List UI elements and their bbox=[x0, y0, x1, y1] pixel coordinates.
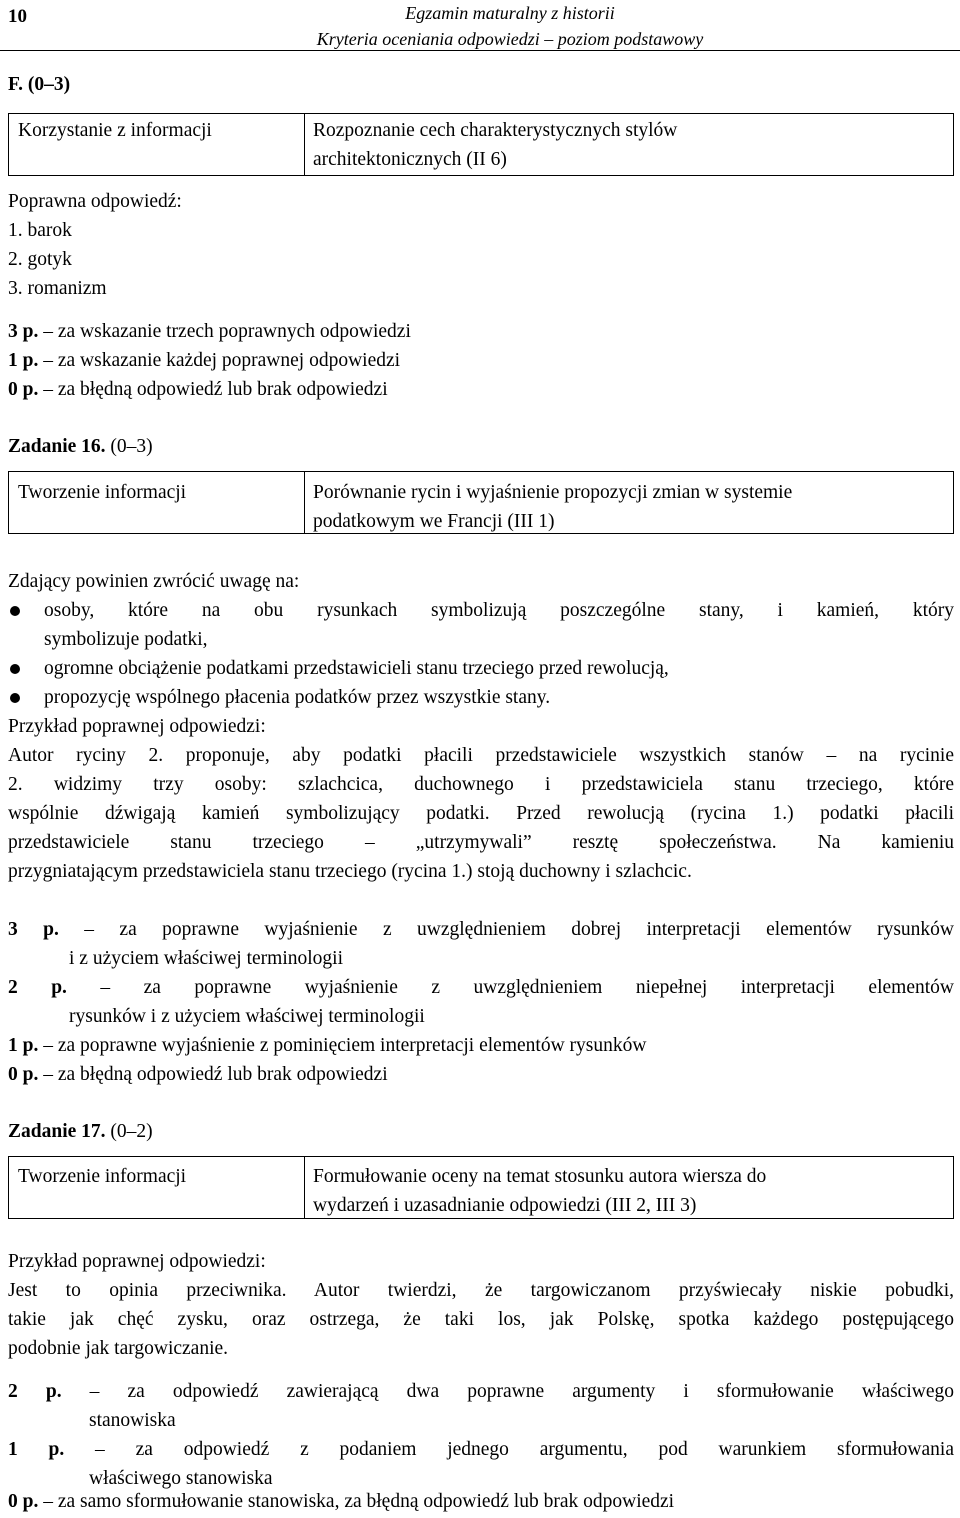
task-16-bullet-1-cont: symbolizuje podatki, bbox=[44, 629, 208, 650]
task-16-heading: Zadanie 16. (0–3) bbox=[8, 436, 153, 457]
bullet-icon bbox=[10, 664, 20, 674]
task-16-example-line-1: Autor ryciny 2. proponuje, aby podatki płacili przedstawiciele wszystkich stanów – na rycinie bbox=[8, 745, 954, 766]
task-17-example-line-2: takie jak chęć zysku, oraz ostrzega, że taki los, jak Polskę, spotka każdego postępującego bbox=[8, 1309, 954, 1330]
task-16-score-0: 0 p. – za błędną odpowiedź lub brak odpowiedzi bbox=[8, 1064, 388, 1085]
task-17-example-label: Przykład poprawnej odpowiedzi: bbox=[8, 1251, 266, 1272]
task-17-score-2: 2 p. – za odpowiedź zawierającą dwa poprawne argumenty i sformułowanie właściwego bbox=[8, 1381, 954, 1402]
task-16-score-1: 1 p. – za poprawne wyjaśnienie z pominięciem interpretacji elementów rysunków bbox=[8, 1035, 647, 1056]
task-17-skill: Tworzenie informacji bbox=[9, 1157, 305, 1218]
task-17-example-line-1: Jest to opinia przeciwnika. Autor twierdzi, że targowiczanom przyświecały niskie pobudki, bbox=[8, 1280, 954, 1301]
task-f-answer-label: Poprawna odpowiedź: bbox=[8, 191, 182, 212]
task-f-score-3: 3 p. – za wskazanie trzech poprawnych odpowiedzi bbox=[8, 321, 411, 342]
task-16-score-3-cont: i z użyciem właściwej terminologii bbox=[69, 948, 343, 969]
task-17-score-0: 0 p. – za samo sformułowanie stanowiska, za błędną odpowiedź lub brak odpowiedzi bbox=[8, 1491, 675, 1512]
task-16-score-3: 3 p. – za poprawne wyjaśnienie z uwzględnieniem dobrej interpretacji elementów rysunków bbox=[8, 919, 954, 940]
task-f-answer-3: 3. romanizm bbox=[8, 278, 107, 299]
task-17-score-1: 1 p. – za odpowiedź z podaniem jednego argumentu, pod warunkiem sformułowania bbox=[8, 1439, 954, 1460]
task-f-answer-2: 2. gotyk bbox=[8, 249, 72, 270]
task-16-table bbox=[8, 471, 954, 534]
task-17-requirement: Formułowanie oceny na temat stosunku autora wiersza do wydarzeń i uzasadnianie odpowiedzi (III 2, III 3) bbox=[313, 1166, 767, 1216]
header-title: Egzamin maturalny z historii bbox=[405, 3, 615, 23]
page-number: 10 bbox=[8, 6, 27, 27]
running-header bbox=[250, 0, 770, 52]
task-17-example-line-3: podobnie jak targowiczanie. bbox=[8, 1338, 229, 1359]
task-17-score-2-cont: stanowiska bbox=[89, 1410, 176, 1431]
task-f-heading: F. (0–3) bbox=[8, 74, 71, 95]
bullet-icon bbox=[10, 693, 20, 703]
task-16-score-2: 2 p. – za poprawne wyjaśnienie z uwzględnieniem niepełnej interpretacji elementów bbox=[8, 977, 954, 998]
task-16-example-line-3: wspólnie dźwigają kamień symbolizujący podatki. Przed rewolucją (rycina 1.) podatki płacili bbox=[8, 803, 954, 824]
task-17-heading: Zadanie 17. (0–2) bbox=[8, 1121, 153, 1142]
task-f-score-0: 0 p. – za błędną odpowiedź lub brak odpowiedzi bbox=[8, 379, 388, 400]
task-16-example-line-5: przygniatającym przedstawiciela stanu trzeciego (rycina 1.) stoją duchowny i szlachcic. bbox=[8, 861, 692, 882]
task-17-table bbox=[8, 1156, 954, 1219]
task-16-score-2-cont: rysunków i z użyciem właściwej terminologii bbox=[69, 1006, 425, 1027]
task-16-bullet-1: osoby, które na obu rysunkach symbolizują poszczególne stany, i kamień, który bbox=[44, 600, 954, 621]
header-rule bbox=[0, 50, 960, 51]
task-f-answer-1: 1. barok bbox=[8, 220, 72, 241]
task-16-bullet-3: propozycję wspólnego płacenia podatków przez wszystkie stany. bbox=[44, 687, 551, 708]
header-subtitle: Kryteria oceniania odpowiedzi – poziom podstawowy bbox=[316, 29, 704, 49]
task-16-bullet-2: ogromne obciążenie podatkami przedstawicieli stanu trzeciego przed rewolucją, bbox=[44, 658, 669, 679]
task-16-example-line-4: przedstawiciele stanu trzeciego – „utrzymywali” resztę społeczeństwa. Na kamieniu bbox=[8, 832, 954, 853]
task-17-score-1-cont: właściwego stanowiska bbox=[89, 1468, 273, 1489]
task-16-example-label: Przykład poprawnej odpowiedzi: bbox=[8, 716, 266, 737]
task-f-score-1: 1 p. – za wskazanie każdej poprawnej odpowiedzi bbox=[8, 350, 401, 371]
task-16-intro: Zdający powinien zwrócić uwagę na: bbox=[8, 571, 300, 592]
task-16-skill: Tworzenie informacji bbox=[9, 472, 305, 533]
bullet-icon bbox=[10, 606, 20, 616]
task-16-example-line-2: 2. widzimy trzy osoby: szlachcica, duchownego i przedstawiciela stanu trzeciego, które bbox=[8, 774, 954, 795]
task-f-skill: Korzystanie z informacji bbox=[9, 114, 305, 175]
task-16-requirement: Porównanie rycin i wyjaśnienie propozycji zmian w systemie podatkowym we Francji (III 1) bbox=[313, 482, 793, 532]
task-f-table bbox=[8, 113, 954, 176]
task-f-requirement: Rozpoznanie cech charakterystycznych stylów architektonicznych (II 6) bbox=[313, 120, 678, 170]
